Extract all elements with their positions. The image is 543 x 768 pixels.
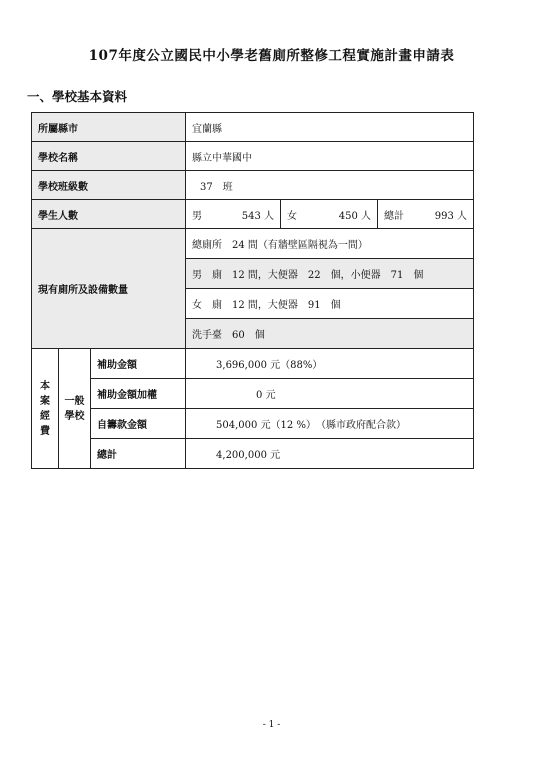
funding-row-label: 總計 xyxy=(91,439,186,469)
facilities-line-female: 女 廁 12 間，大便器 91 個 xyxy=(186,289,474,319)
facilities-line-sinks: 洗手臺 60 個 xyxy=(186,319,474,349)
total-label: 總計 xyxy=(384,210,405,222)
funding-row-value: 4,200,000 元 xyxy=(186,439,474,469)
funding-row-value: 3,696,000 元（88%） xyxy=(186,349,474,379)
school-name-label: 學校名稱 xyxy=(32,142,186,171)
students-label: 學生人數 xyxy=(32,200,186,229)
funding-row-label: 補助金額加權 xyxy=(91,379,186,409)
female-cell xyxy=(281,200,378,229)
class-count-value: 37 班 xyxy=(186,171,474,200)
county-value: 宜蘭縣 xyxy=(186,113,474,142)
funding-outer-label: 本 案 經 費 xyxy=(32,349,59,469)
class-count-label: 學校班級數 xyxy=(32,171,186,200)
total-cell xyxy=(378,200,474,229)
funding-row-label: 補助金額 xyxy=(91,349,186,379)
male-cell xyxy=(186,200,281,229)
female-label: 女 xyxy=(287,210,298,222)
funding-type-label: 一般 學校 xyxy=(59,349,91,469)
county-label: 所屬縣市 xyxy=(32,113,186,142)
page-title: 107年度公立國民中小學老舊廁所整修工程實施計畫申請表 xyxy=(88,48,455,64)
school-name-value: 縣立中華國中 xyxy=(186,142,474,171)
total-count: 993 人 xyxy=(434,210,468,222)
male-count: 543 人 xyxy=(241,210,275,222)
funding-row-value: 504,000 元（12 %） （縣市政府配合款） xyxy=(186,409,474,439)
facilities-line-male: 男 廁 12 間，大便器 22 個，小便器 71 個 xyxy=(186,259,474,289)
facilities-label: 現有廁所及設備數量 xyxy=(32,229,186,349)
funding-row-value: 0 元 xyxy=(186,379,474,409)
male-label: 男 xyxy=(192,210,203,222)
female-count: 450 人 xyxy=(338,210,372,222)
section-heading: 一、學校基本資料 xyxy=(27,89,128,104)
page-number: - 1 - xyxy=(262,720,281,730)
funding-row-label: 自籌款金額 xyxy=(91,409,186,439)
facilities-line-total: 總廁所 24 間（有牆壁區隔視為一間） xyxy=(186,229,474,259)
school-info-table xyxy=(31,112,474,469)
